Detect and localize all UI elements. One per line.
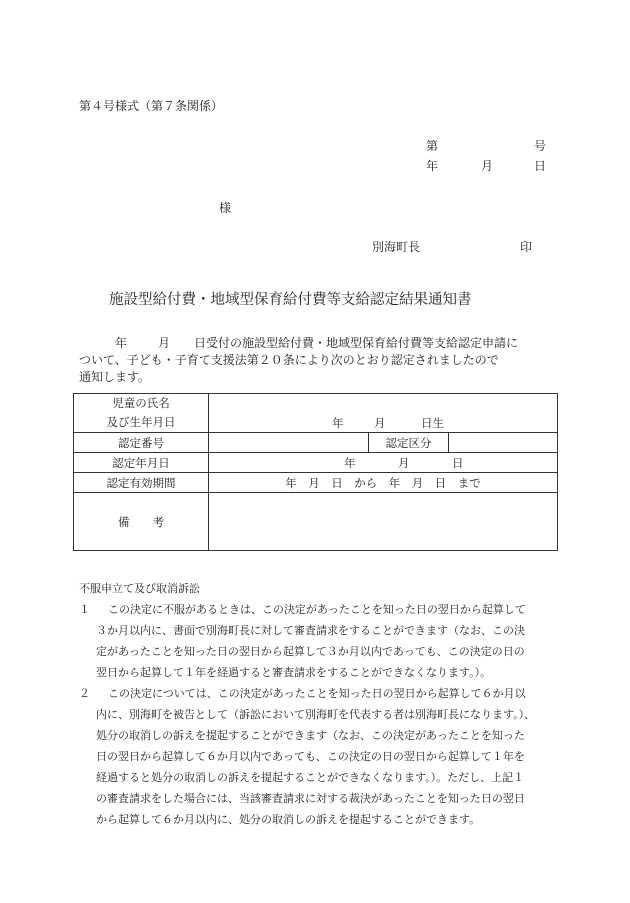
note-number: ２ bbox=[79, 687, 90, 700]
note-line: この決定に不服があるときは、この決定があったことを知った日の翌日から起算して bbox=[108, 603, 526, 616]
cert-category-value bbox=[449, 433, 558, 453]
doc-number-suffix: 号 bbox=[534, 139, 547, 153]
note-line: この決定については、この決定があったことを知った日の翌日から起算して６か月以 bbox=[108, 687, 526, 700]
body-text bbox=[79, 335, 519, 386]
document-title: 施設型給付費・地域型保育給付費等支給認定結果通知書 bbox=[109, 292, 472, 308]
child-name-value bbox=[209, 394, 558, 414]
date-month: 月 bbox=[481, 159, 494, 173]
birthdate-label: 及び生年月日 bbox=[106, 415, 176, 429]
birth-month: 月 bbox=[374, 416, 386, 430]
note-line: 翌日から起算して１年を経過すると審査請求をすることができなくなります。）。 bbox=[96, 666, 492, 679]
cert-date-label: 認定年月日 bbox=[74, 453, 209, 473]
validity-label: 認定有効期間 bbox=[74, 473, 209, 493]
form-number: 第４号様式（第７条関係） bbox=[79, 99, 224, 113]
note-line: 内に、別海町を被告として（訴訟において別海町を代表する者は別海町長になります。）、 bbox=[96, 708, 536, 721]
doc-number-prefix: 第 bbox=[426, 139, 439, 153]
birth-year: 年 bbox=[332, 416, 344, 430]
date-day: 日 bbox=[534, 159, 547, 173]
cert-date-value bbox=[209, 453, 558, 473]
validity-value: 年 月 日 から 年 月 日 まで bbox=[209, 473, 558, 493]
body-month: 月 bbox=[158, 336, 171, 350]
recipient-honorific: 様 bbox=[219, 201, 232, 215]
cert-date-month: 月 bbox=[398, 456, 410, 470]
body-line-3: 通知します。 bbox=[79, 370, 151, 384]
child-name-label-cell bbox=[74, 394, 209, 433]
remarks-label: 備 考 bbox=[74, 493, 209, 551]
note-item-1 bbox=[79, 599, 559, 683]
birthdate-value bbox=[209, 413, 558, 433]
cert-number-label: 認定番号 bbox=[74, 433, 209, 453]
child-name-label: 児童の氏名 bbox=[112, 396, 170, 410]
note-item-2 bbox=[79, 683, 559, 830]
note-number: １ bbox=[79, 603, 90, 616]
date-year: 年 bbox=[426, 159, 439, 173]
note-line: 日の翌日から起算して６か月以内であっても、この決定の日の翌日から起算して１年を bbox=[96, 750, 525, 763]
cert-date-day: 日 bbox=[452, 456, 464, 470]
note-line: 処分の取消しの訴えを提起することができます（なお、この決定があったことを知った bbox=[96, 729, 525, 742]
note-line: 経過すると処分の取消しの訴えを提起することができなくなります。）。ただし、上記１ bbox=[96, 771, 525, 784]
note-line: ３か月以内に、書面で別海町長に対して審査請求をすることができます（なお、この決 bbox=[96, 624, 525, 637]
appeal-notes bbox=[79, 578, 559, 830]
cert-date-year: 年 bbox=[344, 456, 356, 470]
notes-heading: 不服申立て及び取消訴訟 bbox=[79, 582, 200, 595]
cert-category-label: 認定区分 bbox=[369, 433, 449, 453]
certification-table bbox=[73, 393, 558, 551]
birth-day: 日生 bbox=[421, 416, 444, 430]
note-line: 定があったことを知った日の翌日から起算して３か月以内であっても、この決定の日の bbox=[96, 645, 525, 658]
body-line-1-text: 日受付の施設型給付費・地域型保育給付費等支給認定申請に bbox=[194, 336, 519, 350]
body-line-2: ついて、子ども・子育て支援法第２０条により次のとおり認定されましたので bbox=[79, 353, 499, 367]
note-line: の審査請求をした場合には、当該審査請求に対する裁決があったことを知った日の翌日 bbox=[96, 792, 525, 805]
cert-number-value bbox=[209, 433, 369, 453]
remarks-value bbox=[209, 493, 558, 551]
issuer-seal: 印 bbox=[520, 240, 533, 254]
note-line: から起算して６か月以内に、処分の取消しの訴えを提起することができます。 bbox=[96, 813, 481, 826]
issuer-name: 別海町長 bbox=[372, 240, 421, 254]
body-line-1 bbox=[79, 335, 519, 352]
body-year: 年 bbox=[115, 336, 128, 350]
